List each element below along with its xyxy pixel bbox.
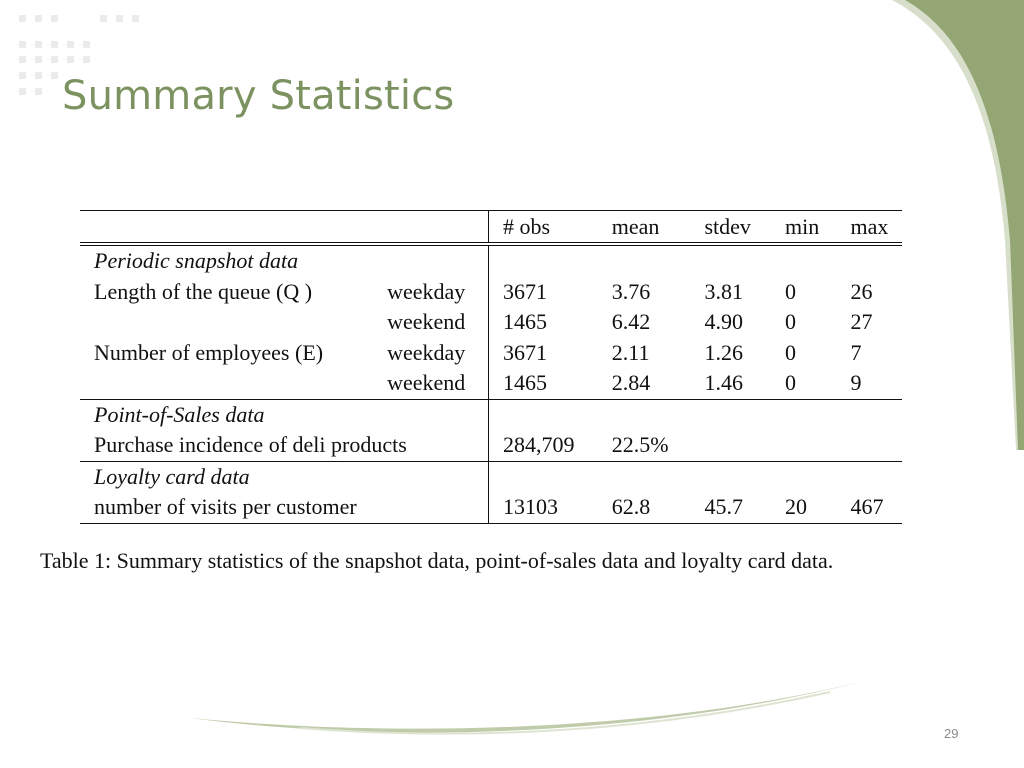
empty-cell	[836, 399, 902, 430]
row-sublabel: weekend	[387, 309, 466, 335]
empty-cell	[836, 461, 902, 492]
cell-min: 0	[785, 309, 797, 335]
cell-obs: 13103	[488, 492, 597, 523]
empty-cell	[771, 399, 836, 430]
group-name: Periodic snapshot data	[80, 244, 488, 277]
group-loyalty-card	[80, 461, 902, 523]
empty-cell	[598, 461, 691, 492]
empty-cell	[488, 399, 597, 430]
group-heading-row	[80, 399, 902, 430]
slide-number: 29	[944, 726, 959, 741]
row-label: Length of the queue (Q )	[94, 278, 313, 304]
cell-stdev: 4.90	[704, 309, 743, 335]
table-row	[80, 492, 902, 523]
row-sublabel: weekend	[387, 370, 466, 396]
cell-obs: 284,709	[488, 430, 597, 461]
bottom-swoosh	[190, 682, 860, 732]
header-obs: # obs	[488, 211, 597, 245]
cell-stdev: 3.81	[704, 278, 743, 304]
slide-title: Summary Statistics	[62, 73, 455, 119]
empty-cell	[488, 244, 597, 277]
empty-cell	[771, 244, 836, 277]
cell-mean: 2.84	[611, 370, 651, 396]
cell-mean: 3.76	[611, 278, 651, 304]
empty-cell	[771, 461, 836, 492]
table-row	[80, 277, 902, 308]
cell-max: 467	[836, 492, 902, 523]
table-row	[80, 368, 902, 399]
header-blank	[80, 211, 371, 245]
table-row	[80, 338, 902, 369]
empty-cell	[488, 461, 597, 492]
cell-max: 7	[850, 339, 862, 365]
summary-statistics-table	[80, 210, 902, 524]
header-max: max	[850, 213, 889, 239]
empty-cell	[690, 244, 771, 277]
cell-min	[771, 430, 836, 461]
cell-min: 0	[785, 339, 797, 365]
cell-max: 26	[850, 278, 873, 304]
cell-stdev: 45.7	[690, 492, 771, 523]
empty-cell	[598, 244, 691, 277]
table-row	[80, 307, 902, 338]
group-heading-row	[80, 244, 902, 277]
header-mean: mean	[611, 213, 660, 239]
row-label	[80, 368, 371, 399]
table-header-row	[80, 211, 902, 245]
group-heading-row	[80, 461, 902, 492]
cell-stdev	[690, 430, 771, 461]
header-blank	[371, 211, 488, 245]
empty-cell	[598, 399, 691, 430]
empty-cell	[836, 244, 902, 277]
cell-min: 0	[785, 278, 797, 304]
row-label: Number of employees (E)	[94, 339, 324, 365]
header-stdev: stdev	[704, 213, 751, 239]
cell-stdev: 1.46	[704, 370, 743, 396]
cell-max	[836, 430, 902, 461]
cell-obs: 3671	[488, 277, 597, 308]
empty-cell	[690, 399, 771, 430]
cell-obs: 1465	[488, 368, 597, 399]
row-sublabel: weekday	[387, 278, 466, 304]
empty-cell	[690, 461, 771, 492]
cell-mean: 22.5%	[611, 432, 669, 458]
cell-min: 20	[771, 492, 836, 523]
cell-max: 27	[850, 309, 873, 335]
cell-mean: 2.11	[611, 339, 650, 365]
group-name: Loyalty card data	[80, 461, 488, 492]
cell-min: 0	[785, 370, 797, 396]
row-sublabel: weekday	[387, 339, 466, 365]
header-min: min	[785, 213, 820, 239]
row-label: number of visits per customer	[80, 492, 488, 523]
cell-obs: 3671	[488, 338, 597, 369]
group-name: Point-of-Sales data	[80, 399, 488, 430]
row-label: Purchase incidence of deli products	[94, 432, 407, 458]
table-row	[80, 430, 902, 461]
row-label	[80, 307, 371, 338]
cell-max: 9	[850, 370, 862, 396]
group-periodic-snapshot	[80, 244, 902, 399]
table-caption: Table 1: Summary statistics of the snapshot data, point-of-sales data and loyalty card data.	[40, 548, 834, 573]
cell-stdev: 1.26	[704, 339, 743, 365]
cell-mean: 6.42	[611, 309, 651, 335]
cell-obs: 1465	[488, 307, 597, 338]
group-point-of-sales	[80, 399, 902, 461]
cell-mean: 62.8	[598, 492, 691, 523]
